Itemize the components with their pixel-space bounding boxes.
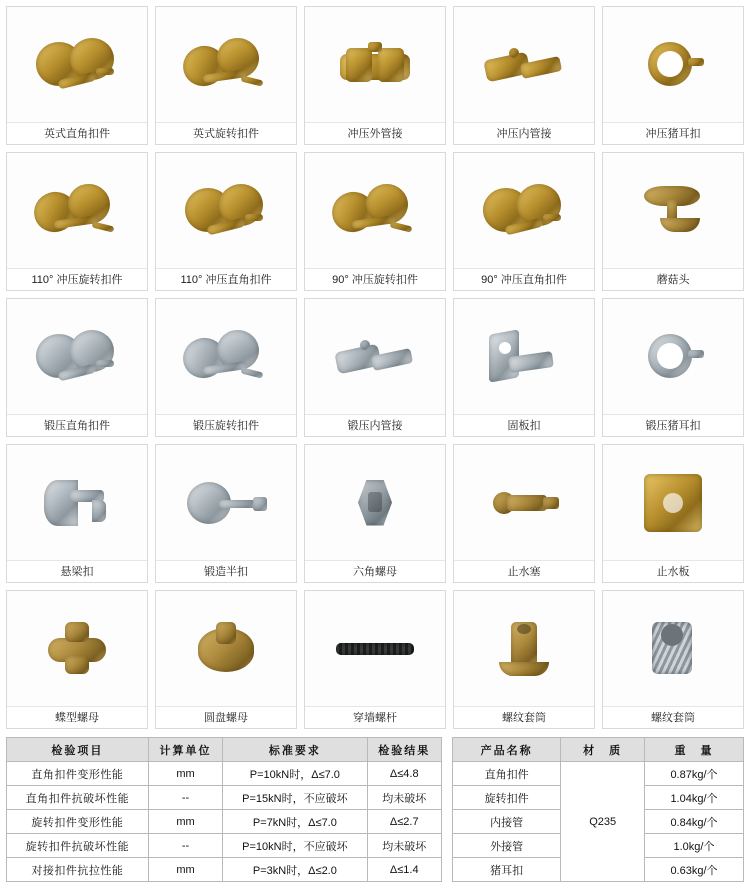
product-cell[interactable] [6, 152, 148, 291]
product-image [156, 153, 296, 268]
test-table-header [7, 738, 442, 762]
product-illustration [332, 324, 418, 390]
shape-part [368, 492, 382, 512]
product-image [7, 153, 147, 268]
product-cell[interactable] [304, 590, 446, 729]
table-cell: P=3kN时，Δ≤2.0 [223, 858, 367, 882]
shape-part [216, 622, 236, 644]
table-cell: 0.87kg/个 [644, 762, 743, 786]
product-cell[interactable] [453, 298, 595, 437]
product-illustration [481, 616, 567, 682]
product-cell[interactable] [155, 298, 297, 437]
product-illustration [183, 324, 269, 390]
col-weight: 重 量 [644, 738, 743, 762]
shape-part [499, 342, 511, 354]
shape-part [92, 500, 106, 522]
product-cell[interactable] [6, 298, 148, 437]
product-image [7, 445, 147, 560]
shape-part [657, 51, 683, 77]
shape-part [660, 218, 700, 232]
shape-part [509, 48, 519, 58]
shape-part [517, 624, 531, 634]
table-row [7, 858, 442, 882]
product-caption: 圆盘螺母 [156, 706, 296, 728]
product-image [156, 445, 296, 560]
table-cell: 0.84kg/个 [644, 810, 743, 834]
product-caption: 90° 冲压直角扣件 [454, 268, 594, 290]
product-illustration [332, 178, 418, 244]
product-illustration [630, 616, 716, 682]
product-caption: 螺纹套筒 [603, 706, 743, 728]
table-cell: Δ≤2.7 [367, 810, 441, 834]
product-cell[interactable] [155, 444, 297, 583]
product-caption: 锻造半扣 [156, 560, 296, 582]
product-caption: 90° 冲压旋转扣件 [305, 268, 445, 290]
weight-table-body [453, 762, 744, 882]
table-cell: P=7kN时，Δ≤7.0 [223, 810, 367, 834]
table-cell: 旋转扣件变形性能 [7, 810, 149, 834]
product-image [305, 153, 445, 268]
product-image [7, 591, 147, 706]
shape-part [543, 497, 559, 509]
product-caption: 冲压猪耳扣 [603, 122, 743, 144]
product-illustration [332, 470, 418, 536]
test-table-body [7, 762, 442, 882]
product-image [603, 153, 743, 268]
table-cell: P=10kN时，不应破坏 [223, 834, 367, 858]
product-illustration [332, 32, 418, 98]
col-material: 材 质 [561, 738, 645, 762]
product-image [156, 591, 296, 706]
product-cell[interactable] [602, 444, 744, 583]
product-caption: 止水板 [603, 560, 743, 582]
table-cell: 均未破坏 [367, 834, 441, 858]
table-cell: 旋转扣件 [453, 786, 561, 810]
table-cell: mm [148, 810, 222, 834]
product-caption: 锻压旋转扣件 [156, 414, 296, 436]
product-illustration [183, 616, 269, 682]
product-caption: 蘑菇头 [603, 268, 743, 290]
product-caption: 锻压内管接 [305, 414, 445, 436]
table-cell: 均未破坏 [367, 786, 441, 810]
table-cell: 猪耳扣 [453, 858, 561, 882]
product-illustration [481, 470, 567, 536]
product-cell[interactable] [155, 590, 297, 729]
product-cell[interactable] [602, 298, 744, 437]
product-grid [6, 6, 744, 729]
product-caption: 悬梁扣 [7, 560, 147, 582]
shape-part [96, 68, 114, 75]
spec-tables [6, 737, 744, 882]
product-illustration [630, 178, 716, 244]
product-cell[interactable] [602, 152, 744, 291]
product-image [454, 153, 594, 268]
product-illustration [183, 470, 269, 536]
product-image [305, 445, 445, 560]
shape-part [378, 48, 404, 82]
table-row [7, 810, 442, 834]
shape-part [499, 662, 549, 676]
product-caption: 锻压猪耳扣 [603, 414, 743, 436]
col-result: 检验结果 [367, 738, 441, 762]
shape-part [241, 367, 264, 378]
table-cell: 外接管 [453, 834, 561, 858]
product-illustration [183, 32, 269, 98]
table-cell: 直角扣件 [453, 762, 561, 786]
table-cell: 直角扣件变形性能 [7, 762, 149, 786]
product-caption: 止水塞 [454, 560, 594, 582]
product-cell[interactable] [6, 444, 148, 583]
shape-part [245, 214, 263, 221]
product-image [603, 591, 743, 706]
product-caption: 110° 冲压旋转扣件 [7, 268, 147, 290]
table-cell: 内接管 [453, 810, 561, 834]
product-image [7, 299, 147, 414]
shape-part [360, 340, 370, 350]
product-caption: 英式旋转扣件 [156, 122, 296, 144]
shape-part [44, 480, 78, 526]
table-cell: mm [148, 762, 222, 786]
col-unit: 计算单位 [148, 738, 222, 762]
product-illustration [34, 470, 120, 536]
table-row [453, 762, 744, 786]
product-illustration [34, 616, 120, 682]
product-cell[interactable] [6, 6, 148, 145]
product-cell[interactable] [453, 444, 595, 583]
product-illustration [332, 616, 418, 682]
product-cell[interactable] [453, 590, 595, 729]
material-cell: Q235 [561, 762, 645, 882]
product-image [156, 7, 296, 122]
product-cell[interactable] [453, 152, 595, 291]
product-cell[interactable] [304, 6, 446, 145]
product-cell[interactable] [304, 152, 446, 291]
table-cell: mm [148, 858, 222, 882]
shape-part [543, 214, 561, 221]
product-image [454, 299, 594, 414]
product-image [454, 7, 594, 122]
product-illustration [34, 324, 120, 390]
table-cell: Δ≤1.4 [367, 858, 441, 882]
shape-part [390, 221, 413, 232]
product-caption: 英式直角扣件 [7, 122, 147, 144]
col-item: 检验项目 [7, 738, 149, 762]
product-image [454, 445, 594, 560]
col-product-name: 产品名称 [453, 738, 561, 762]
product-illustration [34, 32, 120, 98]
product-image [454, 591, 594, 706]
table-cell: 0.63kg/个 [644, 858, 743, 882]
test-results-table [6, 737, 442, 882]
table-cell: P=10kN时，Δ≤7.0 [223, 762, 367, 786]
shape-part [663, 493, 683, 513]
product-caption: 锻压直角扣件 [7, 414, 147, 436]
table-row [7, 786, 442, 810]
product-image [603, 445, 743, 560]
product-cell[interactable] [6, 590, 148, 729]
table-cell: -- [148, 834, 222, 858]
product-image [7, 7, 147, 122]
product-illustration [630, 32, 716, 98]
product-caption: 六角螺母 [305, 560, 445, 582]
table-header-row [453, 738, 744, 762]
shape-part [368, 42, 382, 52]
table-cell: 1.0kg/个 [644, 834, 743, 858]
weight-table-header [453, 738, 744, 762]
product-cell[interactable] [304, 444, 446, 583]
table-cell: 1.04kg/个 [644, 786, 743, 810]
product-caption: 冲压内管接 [454, 122, 594, 144]
shape-part [92, 221, 115, 232]
shape-part [346, 48, 372, 82]
product-cell[interactable] [155, 152, 297, 291]
table-cell: -- [148, 786, 222, 810]
table-header-row [7, 738, 442, 762]
table-cell: 旋转扣件抗破坏性能 [7, 834, 149, 858]
table-row [7, 834, 442, 858]
table-row [7, 762, 442, 786]
shape-part [336, 643, 414, 655]
product-image [603, 299, 743, 414]
product-cell[interactable] [602, 590, 744, 729]
shape-part [253, 497, 267, 511]
product-cell[interactable] [602, 6, 744, 145]
product-illustration [630, 324, 716, 390]
table-cell: Δ≤4.8 [367, 762, 441, 786]
table-cell: P=15kN时，不应破坏 [223, 786, 367, 810]
product-cell[interactable] [155, 6, 297, 145]
product-caption: 螺纹套筒 [454, 706, 594, 728]
shape-part [65, 656, 89, 674]
table-cell: 直角扣件抗破坏性能 [7, 786, 149, 810]
product-illustration [481, 178, 567, 244]
weight-table [452, 737, 744, 882]
shape-part [241, 75, 264, 86]
product-caption: 蝶型螺母 [7, 706, 147, 728]
col-standard: 标准要求 [223, 738, 367, 762]
table-cell: 对接扣件抗拉性能 [7, 858, 149, 882]
shape-part [96, 360, 114, 367]
product-image [305, 7, 445, 122]
product-caption: 110° 冲压直角扣件 [156, 268, 296, 290]
shape-part [507, 495, 547, 511]
shape-part [657, 343, 683, 369]
product-image [305, 299, 445, 414]
product-caption: 固板扣 [454, 414, 594, 436]
shape-part [688, 350, 704, 358]
product-caption: 冲压外管接 [305, 122, 445, 144]
shape-part [661, 624, 683, 646]
product-image [603, 7, 743, 122]
shape-part [688, 58, 704, 66]
product-cell[interactable] [304, 298, 446, 437]
shape-part [65, 622, 89, 642]
product-image [305, 591, 445, 706]
product-image [156, 299, 296, 414]
product-illustration [34, 178, 120, 244]
product-caption: 穿墙螺杆 [305, 706, 445, 728]
product-illustration [481, 324, 567, 390]
product-illustration [481, 32, 567, 98]
product-illustration [183, 178, 269, 244]
product-cell[interactable] [453, 6, 595, 145]
product-illustration [630, 470, 716, 536]
